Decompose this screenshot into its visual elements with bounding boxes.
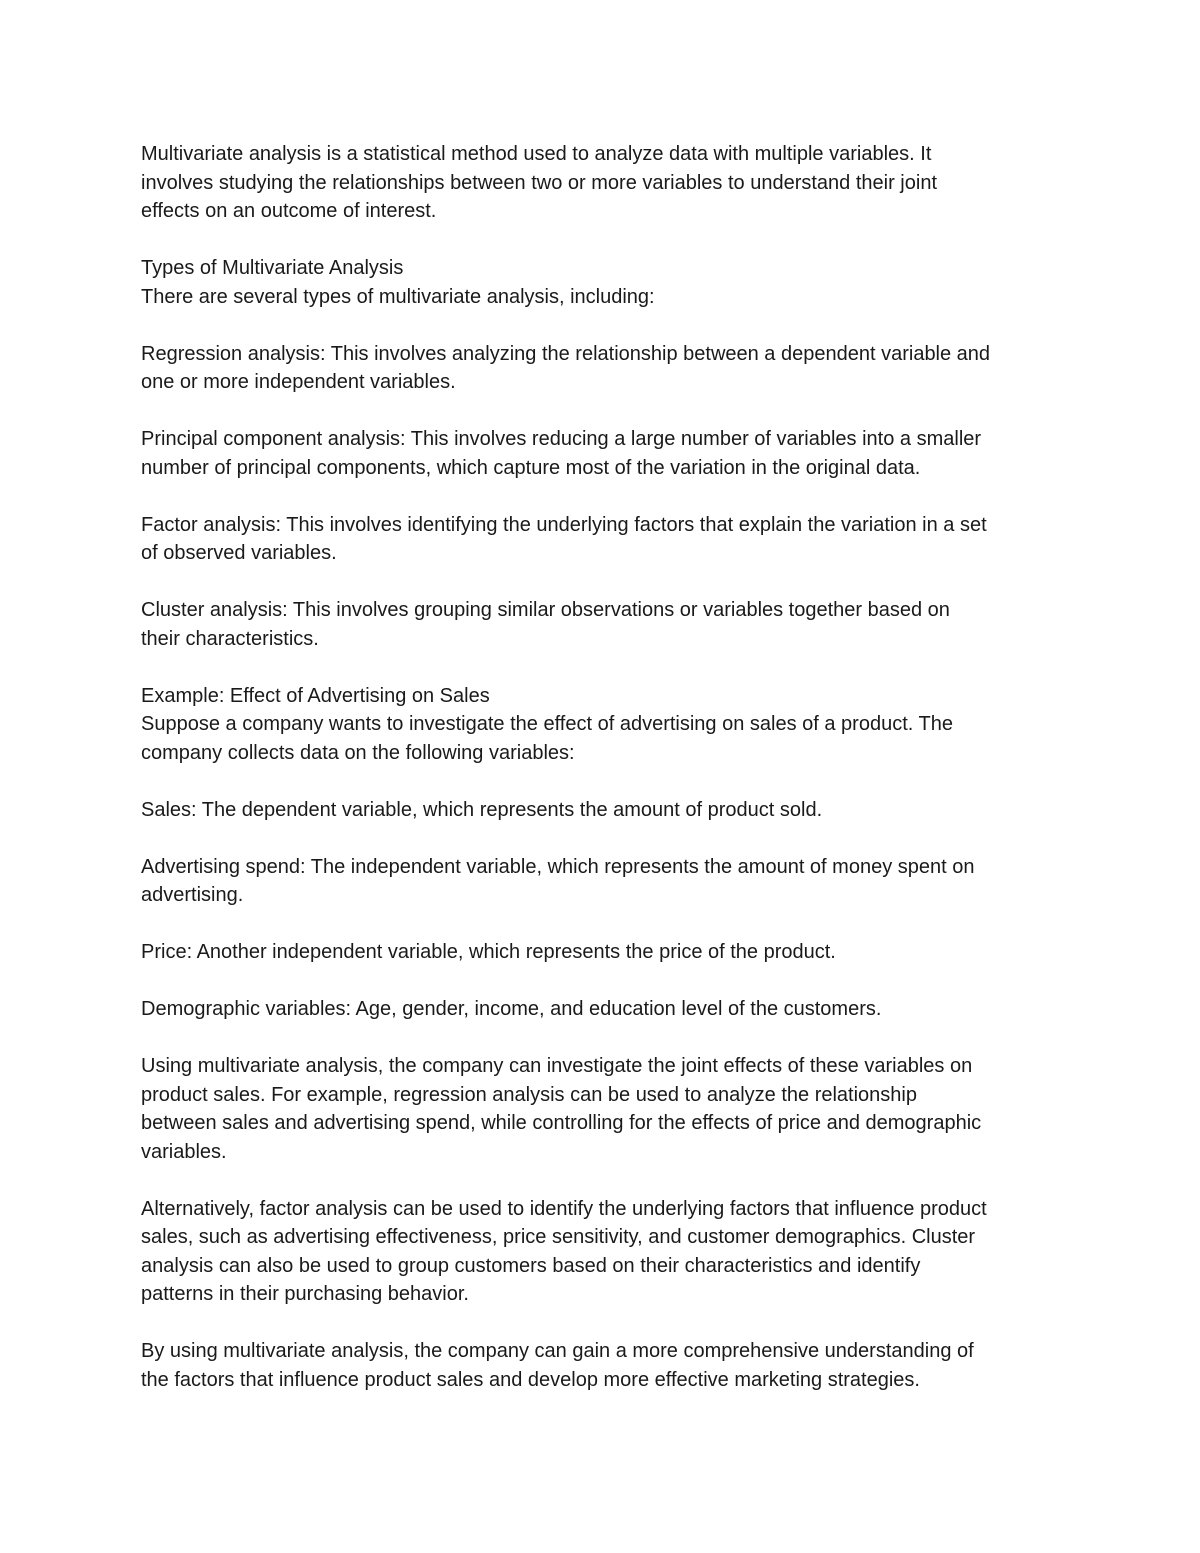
demographic-variables-paragraph [141,995,1066,1024]
joint-effects-paragraph [141,1052,1066,1166]
text-line: Using multivariate analysis, the company can investigate the joint effects of these variables on [141,1055,973,1077]
text-line: the factors that influence product sales and develop more effective marketing strategies. [141,1368,920,1391]
text-line: Alternatively, factor analysis can be used to identify the underlying factors that influence product [141,1197,987,1220]
text-line: Principal component analysis: This involves reducing a large number of variables into a smaller [141,428,982,450]
factor-analysis-paragraph [141,511,1066,568]
text-line: product sales. For example, regression analysis can be used to analyze the relationship [141,1083,917,1106]
text-line: Price: Another independent variable, which represents the price of the product. [141,941,836,963]
text-line: Factor analysis: This involves identifying the underlying factors that explain the variation in a set [141,513,987,536]
text-line: Advertising spend: The independent variable, which represents the amount of money spent on [141,855,975,878]
text-line: patterns in their purchasing behavior. [141,1283,469,1305]
text-line: Sales: The dependent variable, which represents the amount of product sold. [141,798,823,821]
text-line: advertising. [141,884,244,906]
text-line: of observed variables. [141,542,337,564]
text-line: company collects data on the following variables: [141,741,575,764]
document-body [141,140,1066,1423]
text-line: Types of Multivariate Analysis [141,257,404,279]
text-line: one or more independent variables. [141,371,456,393]
regression-paragraph [141,340,1066,397]
advertising-variable-paragraph [141,853,1066,910]
example-intro-paragraph [141,710,1066,767]
text-line: By using multivariate analysis, the company can gain a more comprehensive understanding of [141,1340,974,1362]
intro-paragraph [141,140,1066,226]
pca-paragraph [141,425,1066,482]
text-line: Example: Effect of Advertising on Sales [141,684,490,707]
types-intro-paragraph [141,283,1066,312]
text-line: between sales and advertising spend, while controlling for the effects of price and demographic [141,1112,982,1134]
text-line: Regression analysis: This involves analyzing the relationship between a dependent variable and [141,342,991,365]
text-line: sales, such as advertising effectiveness, price sensitivity, and customer demographics. Cluster [141,1226,976,1248]
text-line: Demographic variables: Age, gender, income, and education level of the customers. [141,998,882,1020]
text-line: variables. [141,1140,227,1163]
section-heading-example [141,682,1066,711]
section-heading-types [141,254,1066,283]
alternatives-paragraph [141,1195,1066,1309]
text-line: Multivariate analysis is a statistical method used to analyze data with multiple variables. It [141,143,932,165]
text-line: analysis can also be used to group customers based on their characteristics and identify [141,1254,921,1277]
text-line: effects on an outcome of interest. [141,200,437,222]
cluster-analysis-paragraph [141,596,1066,653]
price-variable-paragraph [141,938,1066,967]
text-line: There are several types of multivariate analysis, including: [141,285,655,308]
sales-variable-paragraph [141,796,1066,825]
text-line: involves studying the relationships between two or more variables to understand their joint [141,171,937,194]
text-line: number of principal components, which capture most of the variation in the original data. [141,456,921,479]
text-line: Suppose a company wants to investigate the effect of advertising on sales of a product. The [141,713,953,735]
text-line: their characteristics. [141,627,319,650]
conclusion-paragraph [141,1337,1066,1394]
text-line: Cluster analysis: This involves grouping similar observations or variables together based on [141,599,950,621]
